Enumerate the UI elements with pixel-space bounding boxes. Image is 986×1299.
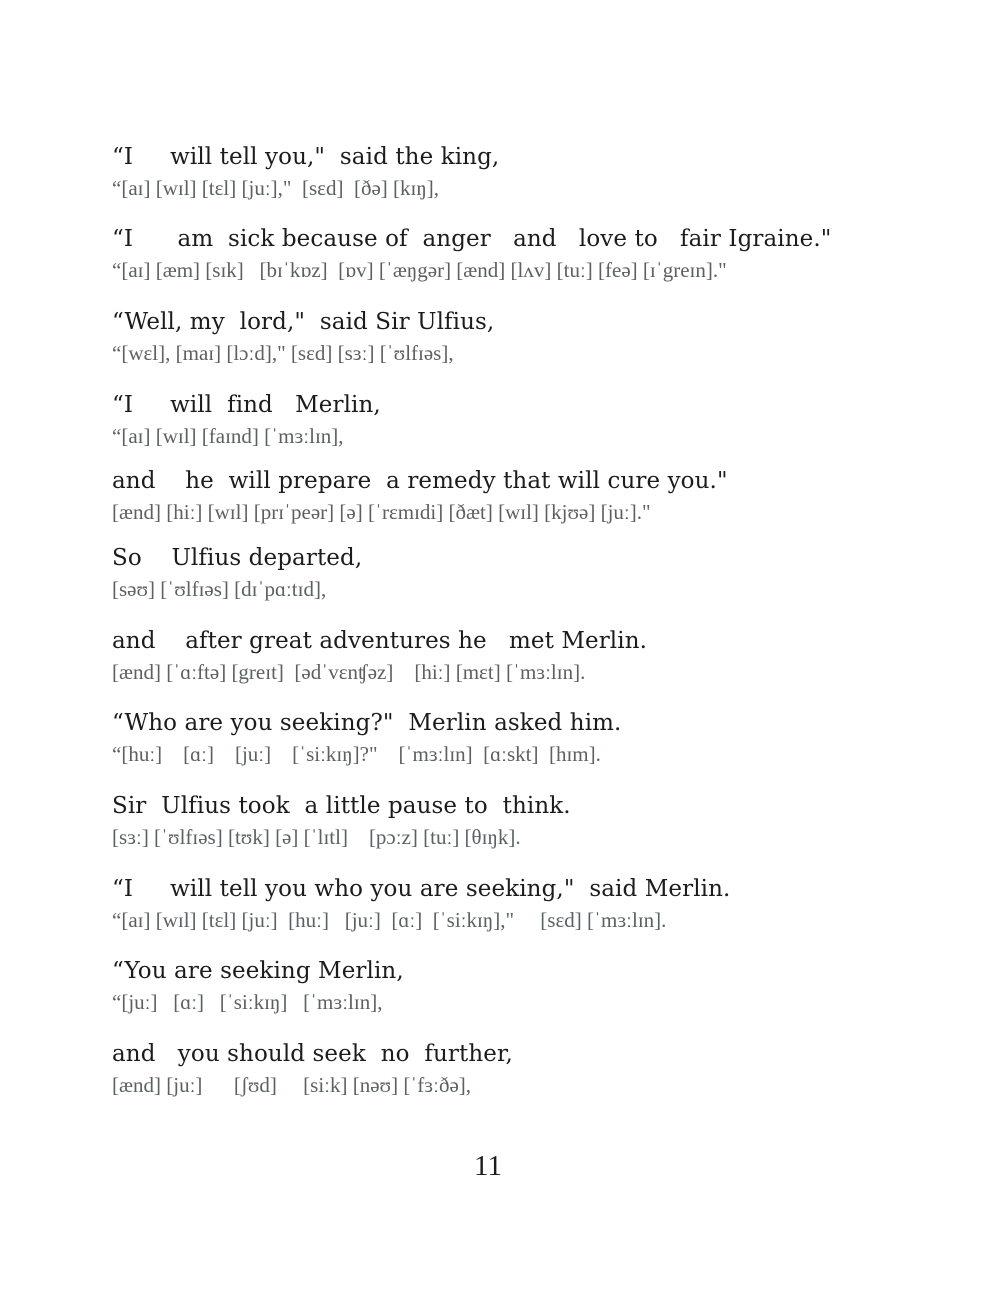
sentence-text: “I will tell you who you are seeking," said Merlin. <box>112 876 731 902</box>
sentence-text: Sir Ulfius took a little pause to think. <box>112 793 571 819</box>
line-pair <box>112 308 494 366</box>
line-pair <box>112 391 381 449</box>
page-number: 11 <box>474 1150 502 1182</box>
ipa-transcription: “[huː] [ɑː] [juː] [ˈsiːkɪŋ]?" [ˈmɜːlɪn] [ɑːskt] [hɪm]. <box>112 742 601 766</box>
line-pair <box>112 143 499 201</box>
sentence-text: “Who are you seeking?" Merlin asked him. <box>112 710 622 736</box>
line-pair <box>112 627 647 685</box>
ipa-transcription: “[aɪ] [wɪl] [tɛl] [juː]," [sɛd] [ðə] [kɪŋ], <box>112 176 439 200</box>
line-pair <box>112 467 728 525</box>
line-pair <box>112 792 571 850</box>
ipa-transcription: [səʊ] [ˈʊlfɪəs] [dɪˈpɑːtɪd], <box>112 577 327 601</box>
sentence-text: and he will prepare a remedy that will cure you." <box>112 468 728 494</box>
sentence-text: “I will tell you," said the king, <box>112 144 500 170</box>
sentence-text: “Well, my lord," said Sir Ulfius, <box>112 309 495 335</box>
sentence-text: “You are seeking Merlin, <box>112 958 404 984</box>
sentence-text: So Ulfius departed, <box>112 545 363 571</box>
line-pair <box>112 709 621 767</box>
ipa-transcription: [sɜː] [ˈʊlfɪəs] [tʊk] [ə] [ˈlɪtl] [pɔːz] [tuː] [θɪŋk]. <box>112 825 521 849</box>
sentence-text: and you should seek no further, <box>112 1041 513 1067</box>
ipa-transcription: “[aɪ] [æm] [sɪk] [bɪˈkɒz] [ɒv] [ˈæŋgər] [ænd] [lʌv] [tuː] [feə] [ɪˈgreɪn]." <box>112 258 727 282</box>
ipa-transcription: [ænd] [juː] [ʃʊd] [siːk] [nəʊ] [ˈfɜːðə], <box>112 1073 472 1097</box>
ipa-transcription: “[aɪ] [wɪl] [faɪnd] [ˈmɜːlɪn], <box>112 424 344 448</box>
ipa-transcription: “[aɪ] [wɪl] [tɛl] [juː] [huː] [juː] [ɑː] [ˈsiːkɪŋ]," [sɛd] [ˈmɜːlɪn]. <box>112 908 667 932</box>
line-pair <box>112 1040 513 1098</box>
sentence-text: “I will find Merlin, <box>112 392 381 418</box>
ipa-transcription: [ænd] [ˈɑːftə] [greɪt] [ədˈvɛnʧəz] [hiː] [mɛt] [ˈmɜːlɪn]. <box>112 660 586 684</box>
sentence-text: and after great adventures he met Merlin. <box>112 628 648 654</box>
line-pair <box>112 544 362 602</box>
ipa-transcription: “[wɛl], [maɪ] [lɔːd]," [sɛd] [sɜː] [ˈʊlfɪəs], <box>112 341 454 365</box>
ipa-transcription: [ænd] [hiː] [wɪl] [prɪˈpeər] [ə] [ˈrɛmɪdi] [ðæt] [wɪl] [kjʊə] [juː]." <box>112 500 651 524</box>
line-pair <box>112 875 730 933</box>
line-pair <box>112 225 831 283</box>
sentence-text: “I am sick because of anger and love to fair Igraine." <box>112 226 832 252</box>
ipa-transcription: “[juː] [ɑː] [ˈsiːkɪŋ] [ˈmɜːlɪn], <box>112 990 383 1014</box>
line-pair <box>112 957 404 1015</box>
